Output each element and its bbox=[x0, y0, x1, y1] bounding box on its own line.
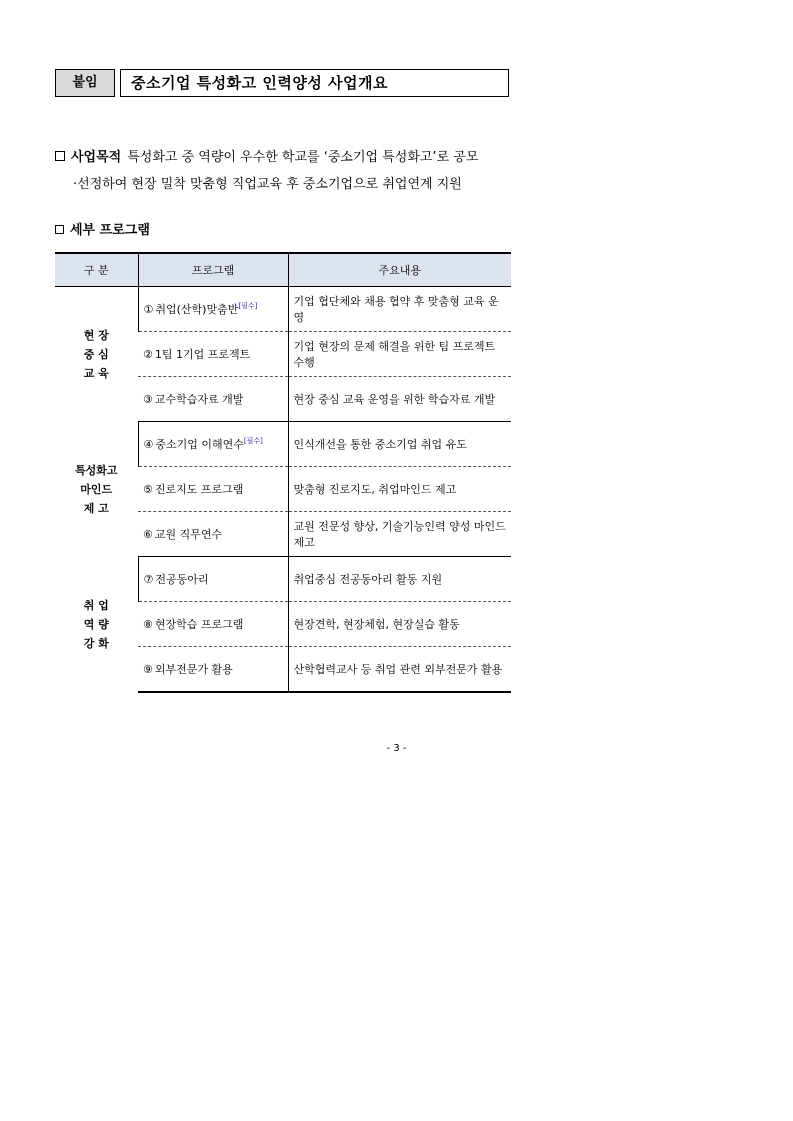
section-title bbox=[55, 219, 150, 238]
category-cell bbox=[55, 287, 138, 422]
content-cell: 현장견학, 현장체험, 현장실습 활동 bbox=[288, 602, 511, 647]
purpose-text-line1: 특성화고 중 역량이 우수한 학교를 ‘중소기업 특성화고’로 공모 bbox=[127, 150, 479, 165]
program-name: 진로지도 프로그램 bbox=[154, 483, 244, 496]
row-number: ⑧ bbox=[143, 618, 153, 631]
program-cell bbox=[138, 332, 288, 377]
page-title: 중소기업 특성화고 인력양성 사업개요 bbox=[120, 69, 509, 97]
header-content: 주요내용 bbox=[288, 253, 511, 287]
program-cell bbox=[138, 467, 288, 512]
row-number: ② bbox=[143, 348, 153, 361]
content-cell: 산학협력교사 등 취업 관련 외부전문가 활용 bbox=[288, 647, 511, 693]
program-name: 취업(산학)맞춤반 bbox=[155, 303, 239, 316]
content-cell: 기업 협단체와 채용 협약 후 맞춤형 교육 운영 bbox=[288, 287, 511, 332]
content-cell: 기업 현장의 문제 해결을 위한 팀 프로젝트 수행 bbox=[288, 332, 511, 377]
purpose-text-line2: ·선정하여 현장 밀착 맞춤형 직업교육 후 중소기업으로 취업연계 지원 bbox=[73, 177, 462, 192]
page-number: - 3 - bbox=[386, 743, 407, 754]
row-number: ⑨ bbox=[143, 663, 153, 676]
table-header-row bbox=[55, 253, 511, 287]
program-cell bbox=[138, 287, 288, 332]
content-cell: 교원 전문성 향상, 기술기능인력 양성 마인드 제고 bbox=[288, 512, 511, 557]
category-label: 현 장 중 심 교 육 bbox=[83, 328, 109, 380]
checkbox-bullet-icon bbox=[55, 151, 65, 161]
square-bullet-icon bbox=[55, 225, 64, 234]
table-row bbox=[55, 557, 511, 602]
table-row bbox=[55, 422, 511, 467]
category-cell bbox=[55, 422, 138, 557]
program-name: 현장학습 프로그램 bbox=[154, 618, 244, 631]
row-number: ⑦ bbox=[143, 573, 154, 586]
purpose-paragraph bbox=[55, 144, 525, 198]
program-cell bbox=[138, 512, 288, 557]
program-cell bbox=[138, 647, 288, 693]
row-number: ⑥ bbox=[143, 528, 153, 541]
attachment-tag: 붙임 bbox=[55, 69, 115, 97]
row-number: ⑤ bbox=[143, 483, 153, 496]
required-badge: [필수] bbox=[238, 302, 258, 310]
content-cell: 취업중심 전공동아리 활동 지원 bbox=[288, 557, 511, 602]
header-program: 프로그램 bbox=[138, 253, 288, 287]
program-cell bbox=[138, 557, 288, 602]
program-name: 교원 직무연수 bbox=[154, 528, 223, 541]
row-number: ① bbox=[143, 303, 154, 316]
section-title-text: 세부 프로그램 bbox=[70, 223, 150, 238]
header-category: 구 분 bbox=[55, 253, 138, 287]
program-cell bbox=[138, 377, 288, 422]
program-name: 전공동아리 bbox=[155, 573, 209, 586]
row-number: ③ bbox=[143, 393, 153, 406]
program-cell bbox=[138, 602, 288, 647]
content-cell: 인식개선을 통한 중소기업 취업 유도 bbox=[288, 422, 511, 467]
required-badge: [필수] bbox=[243, 437, 263, 445]
row-number: ④ bbox=[143, 438, 154, 451]
program-name: 외부전문가 활용 bbox=[154, 663, 233, 676]
content-cell: 맞춤형 진로지도, 취업마인드 제고 bbox=[288, 467, 511, 512]
program-table bbox=[55, 252, 511, 693]
program-cell bbox=[138, 422, 288, 467]
table-row bbox=[55, 287, 511, 332]
program-name: 1팀 1기업 프로젝트 bbox=[154, 348, 251, 361]
program-name: 교수학습자료 개발 bbox=[154, 393, 244, 406]
category-label: 취 업 역 량 강 화 bbox=[83, 598, 109, 650]
category-label: 특성화고 마인드 제 고 bbox=[74, 463, 118, 515]
program-name: 중소기업 이해연수 bbox=[155, 438, 244, 451]
purpose-label: 사업목적 bbox=[71, 150, 122, 165]
category-cell bbox=[55, 557, 138, 693]
content-cell: 현장 중심 교육 운영을 위한 학습자료 개발 bbox=[288, 377, 511, 422]
